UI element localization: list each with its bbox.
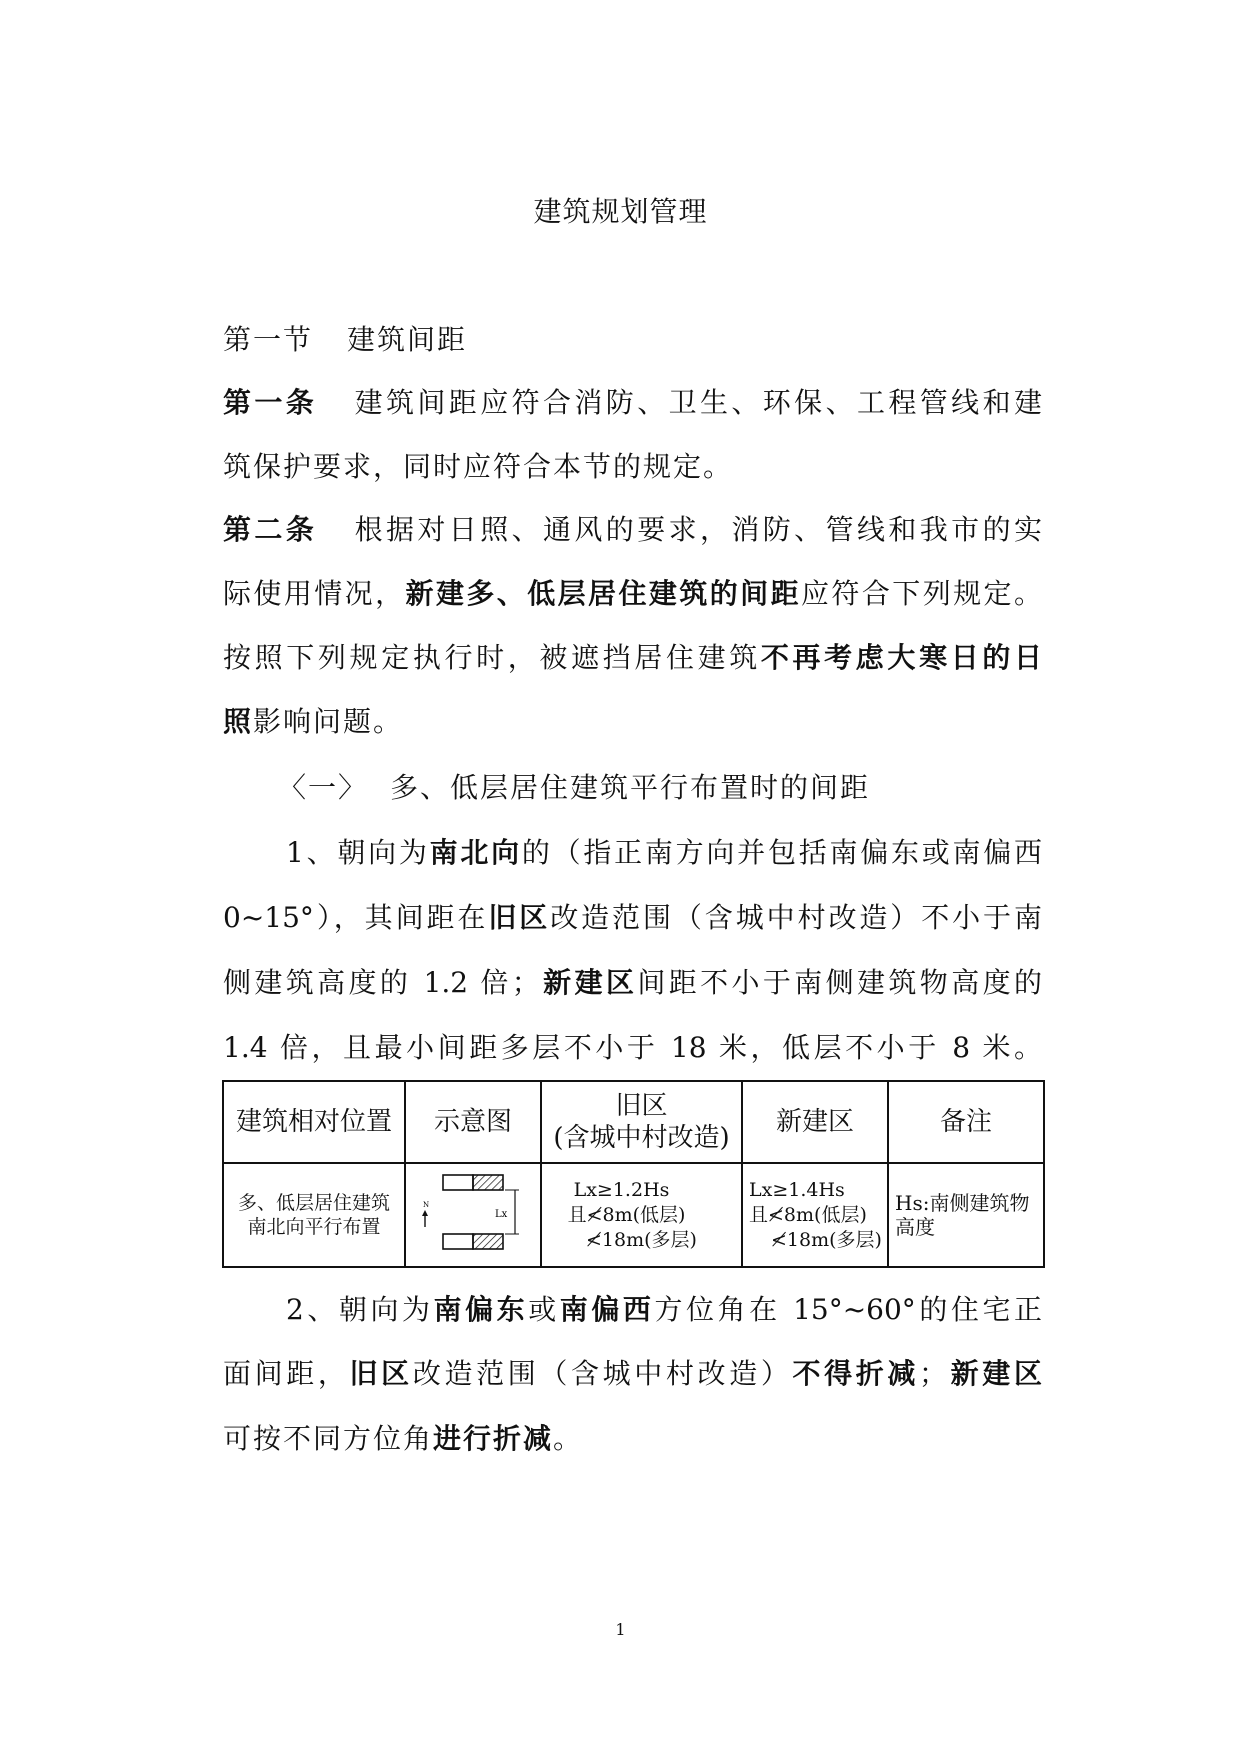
item1-d: 0~15°），其间距在 [223, 901, 489, 934]
article1-text1: 建筑间距应符合消防、卫生、环保、工程管线和建 [351, 386, 1042, 419]
table-header-row [223, 1081, 1044, 1163]
item1-f: 改造范围（含城中村改造）不小于南 [550, 901, 1042, 934]
item2-f: 面间距， [223, 1357, 350, 1390]
header-old-area-line2: (含城中村改造) [553, 1123, 730, 1153]
item2-line1 [286, 1292, 1042, 1328]
item1-line4: 1.4 倍，且最小间距多层不小于 18 米，低层不小于 8 米。 [223, 1031, 1042, 1064]
new-line1: Lx≥1.4Hs [749, 1178, 845, 1201]
item1-e: 旧区 [488, 901, 551, 934]
north-label: N [423, 1201, 430, 1209]
item2-g: 旧区 [349, 1357, 413, 1390]
new-line2: 且≮8m(低层) [749, 1203, 867, 1226]
article2-text2c: 应符合下列规定。 [801, 577, 1042, 610]
article2-text3b: 不再考虑大寒日的日 [760, 641, 1042, 674]
item1-a: 1、朝向为 [286, 836, 430, 869]
header-old-area [541, 1081, 742, 1163]
spacing-diagram [413, 1169, 533, 1255]
old-line2: 且≮8m(低层) [567, 1203, 686, 1226]
item1-g: 侧建筑高度的 1.2 倍； [223, 966, 540, 999]
cell-diagram [405, 1163, 541, 1267]
note-line1: Hs:南侧建筑物 [895, 1191, 1030, 1215]
article2-text4b: 影响问题。 [253, 705, 404, 738]
south-building-hatched [473, 1175, 503, 1190]
header-note: 备注 [888, 1081, 1044, 1163]
old-line1: Lx≥1.2Hs [573, 1178, 670, 1201]
article1-label: 第一条 [223, 386, 318, 419]
cell-new-area [742, 1163, 888, 1267]
page-number: 1 [615, 1620, 626, 1639]
subsection-text: 多、低层居住建筑平行布置时的间距 [390, 771, 871, 804]
subsection-heading [278, 770, 870, 806]
item2-l: 可按不同方位角 [223, 1422, 434, 1455]
north-building-hatched [473, 1234, 503, 1249]
article1-line1 [223, 385, 1042, 421]
subsection-label: 〈一〉 [278, 771, 369, 804]
article2-text3a: 按照下列规定执行时，被遮挡居住建筑 [223, 641, 761, 674]
spacing-table [222, 1080, 1045, 1268]
position-line2: 南北向平行布置 [247, 1216, 381, 1238]
item2-h: 改造范围（含城中村改造） [412, 1357, 793, 1390]
article2-line2 [223, 576, 1042, 612]
article2-text2b: 新建多、低层居住建筑的间距 [405, 577, 802, 610]
item2-d: 南偏西 [559, 1293, 655, 1326]
article2-text2a: 际使用情况， [223, 577, 406, 610]
article2-line4 [223, 704, 403, 740]
item2-a: 2、朝向为 [286, 1293, 434, 1326]
item1-h: 新建区 [539, 966, 638, 999]
section-name: 建筑间距 [347, 323, 468, 356]
item2-c: 或 [528, 1293, 560, 1326]
cell-note [888, 1163, 1044, 1267]
article2-label: 第二条 [223, 513, 318, 546]
article2-line3 [223, 640, 1042, 676]
item2-j: ； [919, 1357, 948, 1390]
item2-i: 不得折减 [792, 1357, 920, 1390]
item2-k: 新建区 [947, 1357, 1042, 1390]
old-line3: ≮18m(多层) [586, 1228, 697, 1251]
article2-text4a: 照 [223, 705, 254, 738]
header-position: 建筑相对位置 [223, 1081, 405, 1163]
item1-c: 的（指正南方向并包括南偏东或南偏西 [521, 836, 1042, 869]
item2-line2 [223, 1356, 1042, 1392]
item1-line2 [223, 900, 1042, 936]
page-title: 建筑规划管理 [533, 195, 708, 228]
north-building [443, 1234, 473, 1249]
article1-line2: 筑保护要求，同时应符合本节的规定。 [223, 450, 734, 483]
item2-b: 南偏东 [433, 1293, 529, 1326]
cell-position [223, 1163, 405, 1267]
distance-label: Lx [495, 1209, 508, 1220]
table-row [223, 1163, 1044, 1267]
header-old-area-line1: 旧区 [615, 1091, 668, 1121]
new-line3: ≮18m(多层) [771, 1228, 882, 1251]
article2-text1: 根据对日照、通风的要求，消防、管线和我市的实 [351, 513, 1042, 546]
section-label: 第一节 [223, 323, 314, 356]
section-heading [223, 322, 467, 358]
note-line2: 高度 [895, 1215, 935, 1239]
item2-line3 [223, 1421, 583, 1457]
item1-line1 [286, 835, 1042, 871]
item2-e: 方位角在 15°~60°的住宅正 [654, 1293, 1042, 1326]
south-building [443, 1175, 473, 1190]
header-new-area: 新建区 [742, 1081, 888, 1163]
header-diagram: 示意图 [405, 1081, 541, 1163]
article2-line1 [223, 512, 1042, 548]
cell-old-area [541, 1163, 742, 1267]
item2-n: 。 [553, 1422, 584, 1455]
item1-line3 [223, 965, 1042, 1001]
item1-b: 南北向 [429, 836, 522, 869]
item2-m: 进行折减 [433, 1422, 554, 1455]
position-line1: 多、低层居住建筑 [237, 1192, 390, 1214]
item1-i: 间距不小于南侧建筑物高度的 [637, 966, 1042, 999]
